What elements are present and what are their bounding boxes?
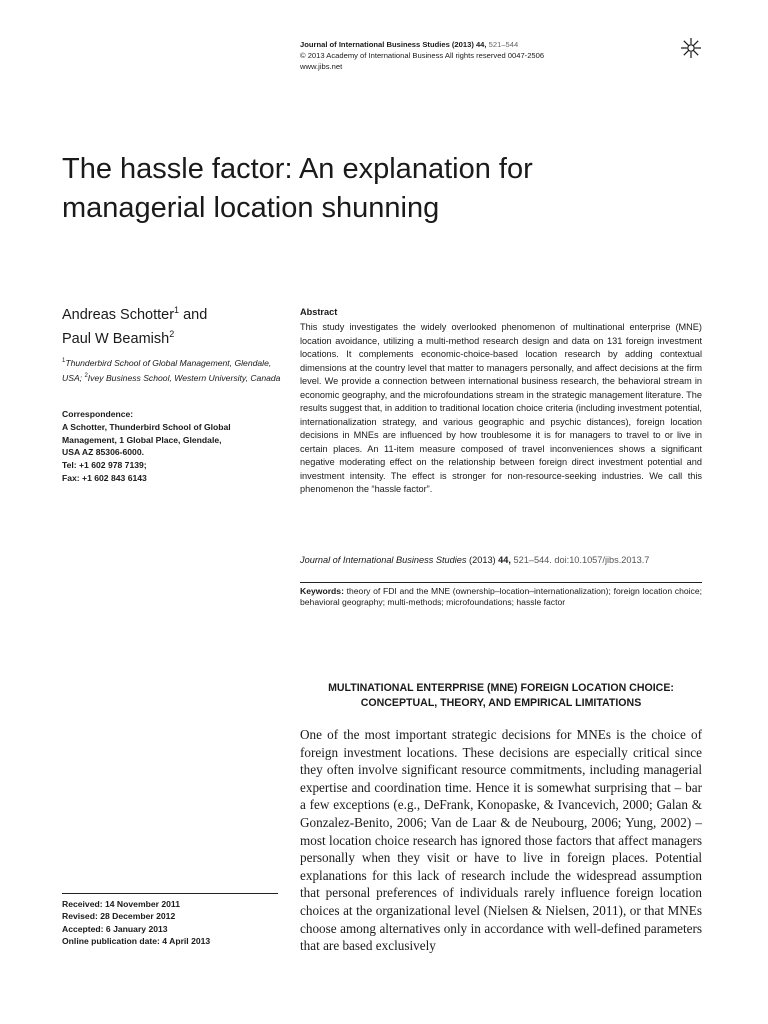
section-body: One of the most important strategic decisions for MNEs is the choice of foreign investment locations. These decisions are especially critical since they often involve significant resource commitments, including managerial expertise and coordination time. Hence it is somewhat surprising that – bar a few exceptions (e.g., DeFrank, Konopaske, & Ivancevich, 2000; Galan & Gonzalez-Benito, 2006; Van de Laar & de Neubourg, 2006; Yung, 2002) – most location choice research has ignored those factors that affect managers personally when they visit or have to live in foreign places. Potential explanations for this lack of research include the widespread assumption that personal preferences of individuals rarely influence foreign location choices at the organizational level (Nielsen & Nielsen, 2011), or that MNEs choose among alternatives only in accordance with well-defined parameters that are based exclusively bbox=[300, 727, 702, 954]
citation-journal: Journal of International Business Studies bbox=[300, 555, 467, 565]
journal-pages: 521–544 bbox=[488, 40, 519, 49]
correspondence bbox=[62, 408, 287, 485]
affil-mark-1: 1 bbox=[62, 358, 66, 364]
correspondence-tel: Tel: +1 602 978 7139; bbox=[62, 460, 147, 471]
affiliations bbox=[62, 355, 282, 385]
date-accepted: Accepted: 6 January 2013 bbox=[62, 923, 168, 934]
article-citation bbox=[300, 554, 702, 567]
author-1-affil-mark: 1 bbox=[174, 305, 180, 315]
publisher-logo-icon bbox=[680, 37, 702, 59]
copyright-line: © 2013 Academy of International Business All rights reserved 0047-2506 bbox=[300, 51, 545, 60]
correspondence-line: Management, 1 Global Place, Glendale, bbox=[62, 434, 222, 445]
citation-pages-doi: 521–544. doi:10.1057/jibs.2013.7 bbox=[510, 555, 650, 565]
author-conjunction: and bbox=[179, 306, 208, 323]
keywords-divider bbox=[300, 582, 702, 583]
correspondence-fax: Fax: +1 602 843 6143 bbox=[62, 472, 147, 483]
citation-volume: 44, bbox=[498, 555, 511, 565]
journal-citation-line bbox=[300, 39, 720, 50]
author-1: Andreas Schotter bbox=[62, 306, 175, 323]
section-heading: MULTINATIONAL ENTERPRISE (MNE) FOREIGN LOCATION CHOICE: CONCEPTUAL, THEORY, AND EMPIRICAL LIMITATIONS bbox=[328, 682, 674, 709]
abstract-heading: Abstract bbox=[300, 307, 338, 317]
keywords-label: Keywords: bbox=[300, 586, 344, 596]
title-line-1: The hassle factor: An explanation for bbox=[62, 153, 533, 185]
citation-year: (2013) bbox=[466, 555, 499, 565]
keywords bbox=[300, 586, 702, 608]
date-revised: Revised: 28 December 2012 bbox=[62, 911, 176, 922]
correspondence-label: Correspondence: bbox=[62, 409, 134, 419]
journal-name: Journal of International Business Studies (2013) 44, bbox=[300, 40, 487, 49]
correspondence-line: A Schotter, Thunderbird School of Global bbox=[62, 421, 231, 432]
article-title bbox=[62, 150, 662, 228]
affiliation-1: Thunderbird School of Global Management, Glendale, USA; bbox=[62, 357, 272, 383]
author-2: Paul W Beamish bbox=[62, 330, 170, 347]
keywords-text: theory of FDI and the MNE (ownership–location–internationalization); foreign location choice; behavioral geography; multi-methods; microfoundations; hassle factor bbox=[300, 586, 702, 608]
title-line-2: managerial location shunning bbox=[62, 192, 440, 224]
author-2-affil-mark: 2 bbox=[169, 328, 175, 339]
journal-website: www.jibs.net bbox=[300, 62, 343, 71]
date-received: Received: 14 November 2011 bbox=[62, 899, 180, 909]
dates-divider bbox=[62, 893, 278, 894]
abstract-body: This study investigates the widely overlooked phenomenon of multinational enterprise (MNE) location avoidance, utilizing a multi-method research design and data on 131 foreign investment locations. It complements economic-choice-based location research by adding contextual dimensions at the country level that matter to managers personally, and affect decisions at the firm level. We provide a connection between international business research, the behavioral stream in economic geography, and the microfoundations stream in the strategic management literature. The results suggest that, in addition to traditional location choice criteria (including investment potential, internationalization strategy, and various geographic and psychic distances), foreign location decisions in MNEs are influenced by how troublesome it is for managers to travel to or live in certain places. An 11-item measure composed of travel inconveniences shows a significant negative moderating effect on the relationship between foreign direct investment potential and investment intensity. The effect is stronger for non-resource-seeking industries. We call this phenomenon the “hassle factor”. bbox=[300, 322, 702, 494]
date-online: Online publication date: 4 April 2013 bbox=[62, 935, 211, 946]
affiliation-2: Ivey Business School, Western University, Canada bbox=[87, 372, 281, 383]
journal-header bbox=[300, 39, 720, 72]
authors bbox=[62, 301, 292, 349]
correspondence-line: USA AZ 85306-6000. bbox=[62, 447, 145, 458]
affil-mark-2: 2 bbox=[84, 372, 88, 379]
publication-dates bbox=[62, 898, 287, 947]
